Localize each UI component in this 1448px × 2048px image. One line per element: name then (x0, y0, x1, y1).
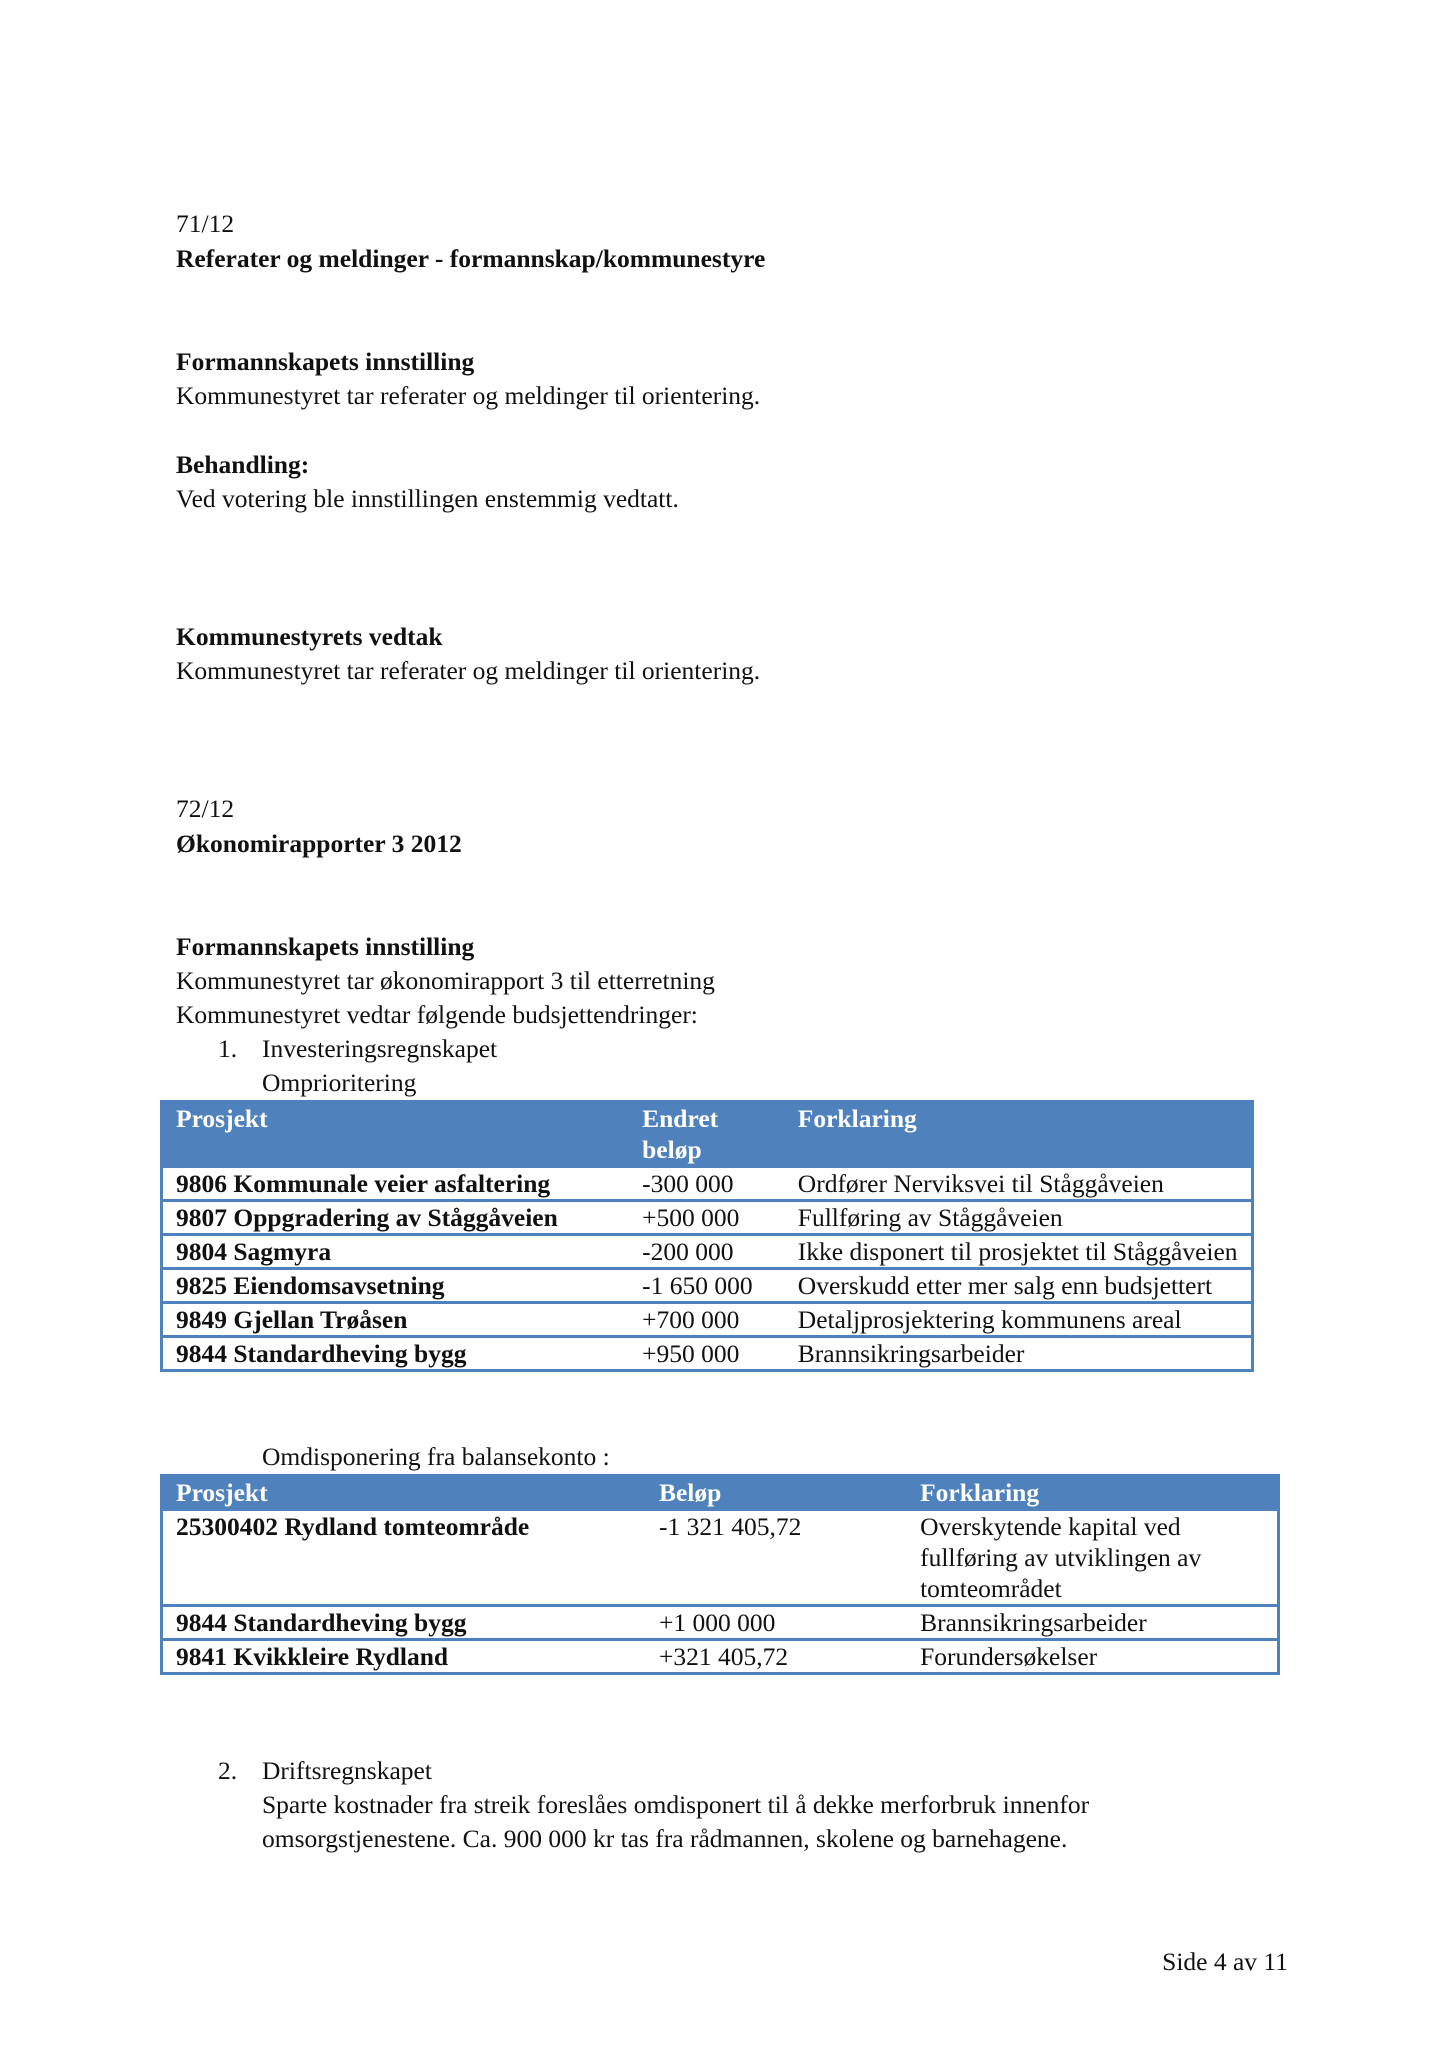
cell-prosjekt: 9807 Oppgradering av Ståggåveien (162, 1201, 630, 1235)
table-row (162, 1269, 1253, 1303)
cell-prosjekt: 9806 Kommunale veier asfaltering (162, 1167, 630, 1201)
cell-forklaring: Overskudd etter mer salg enn budsjettert (785, 1269, 1253, 1303)
cell-prosjekt: 9841 Kvikkleire Rydland (162, 1640, 646, 1674)
behandling-text-71: Ved votering ble innstillingen enstemmig vedtatt. (176, 484, 679, 513)
list-item-1-title: Investeringsregnskapet (262, 1034, 498, 1063)
case-title-72: Økonomirapporter 3 2012 (176, 829, 462, 858)
table-row (162, 1640, 1279, 1674)
table-row (162, 1606, 1279, 1640)
cell-forklaring: Brannsikringsarbeider (785, 1337, 1253, 1371)
cell-prosjekt: 9844 Standardheving bygg (162, 1606, 646, 1640)
table-header-row (162, 1476, 1279, 1510)
omdisponering-table (160, 1474, 1280, 1675)
cell-forklaring: Overskytende kapital ved fullføring av utviklingen av tomteområdet (907, 1510, 1278, 1606)
list-item-2-number: 2. (218, 1756, 238, 1785)
cell-prosjekt: 9844 Standardheving bygg (162, 1337, 630, 1371)
cell-belop: +1 000 000 (646, 1606, 907, 1640)
cell-prosjekt: 9804 Sagmyra (162, 1235, 630, 1269)
vedtak-heading-71: Kommunestyrets vedtak (176, 622, 443, 651)
column-header-forklaring: Forklaring (907, 1476, 1278, 1510)
cell-forklaring: Detaljprosjektering kommunens areal (785, 1303, 1253, 1337)
omdisponering-label: Omdisponering fra balansekonto : (262, 1442, 610, 1471)
cell-belop: -200 000 (629, 1235, 785, 1269)
table-row (162, 1235, 1253, 1269)
table-row (162, 1201, 1253, 1235)
cell-belop: +321 405,72 (646, 1640, 907, 1674)
table-row (162, 1303, 1253, 1337)
list-item-1-subtitle: Omprioritering (262, 1068, 417, 1097)
cell-belop: +950 000 (629, 1337, 785, 1371)
column-header-forklaring: Forklaring (785, 1102, 1253, 1167)
cell-prosjekt: 25300402 Rydland tomteområde (162, 1510, 646, 1606)
column-header-endret-belop: Endret beløp (629, 1102, 785, 1167)
table-row (162, 1510, 1279, 1606)
innstilling-heading-72: Formannskapets innstilling (176, 932, 475, 961)
column-header-belop: Beløp (646, 1476, 907, 1510)
table-header-row (162, 1102, 1253, 1167)
cell-prosjekt: 9825 Eiendomsavsetning (162, 1269, 630, 1303)
list-item-2-title: Driftsregnskapet (262, 1756, 432, 1785)
cell-belop: +700 000 (629, 1303, 785, 1337)
cell-belop: +500 000 (629, 1201, 785, 1235)
case-number-72: 72/12 (176, 794, 235, 823)
page-number: Side 4 av 11 (1162, 1947, 1288, 1976)
table-row (162, 1337, 1253, 1371)
cell-belop: -1 650 000 (629, 1269, 785, 1303)
cell-forklaring: Brannsikringsarbeider (907, 1606, 1278, 1640)
innstilling-heading-71: Formannskapets innstilling (176, 347, 475, 376)
column-header-prosjekt: Prosjekt (162, 1102, 630, 1167)
vedtak-text-71: Kommunestyret tar referater og meldinger til orientering. (176, 656, 761, 685)
cell-forklaring: Ordfører Nerviksvei til Ståggåveien (785, 1167, 1253, 1201)
cell-belop: -300 000 (629, 1167, 785, 1201)
omprioritering-table (160, 1100, 1254, 1372)
cell-prosjekt: 9849 Gjellan Trøåsen (162, 1303, 630, 1337)
list-item-1-number: 1. (218, 1034, 238, 1063)
cell-belop: -1 321 405,72 (646, 1510, 907, 1606)
cell-forklaring: Fullføring av Ståggåveien (785, 1201, 1253, 1235)
innstilling-line2-72: Kommunestyret vedtar følgende budsjettendringer: (176, 1000, 698, 1029)
case-number-71: 71/12 (176, 209, 235, 238)
cell-forklaring: Ikke disponert til prosjektet til Ståggåveien (785, 1235, 1253, 1269)
innstilling-line1-72: Kommunestyret tar økonomirapport 3 til etterretning (176, 966, 715, 995)
case-title-71: Referater og meldinger - formannskap/kommunestyre (176, 244, 766, 273)
behandling-heading-71: Behandling: (176, 450, 310, 479)
innstilling-text-71: Kommunestyret tar referater og meldinger til orientering. (176, 381, 761, 410)
list-item-2-text: Sparte kostnader fra streik foreslåes omdisponert til å dekke merforbruk innenfor omsorgstjenestene. Ca. 900 000 kr tas fra rådmannen, skolene og barnehagene. (262, 1790, 1090, 1853)
column-header-prosjekt: Prosjekt (162, 1476, 646, 1510)
table-row (162, 1167, 1253, 1201)
cell-forklaring: Forundersøkelser (907, 1640, 1278, 1674)
